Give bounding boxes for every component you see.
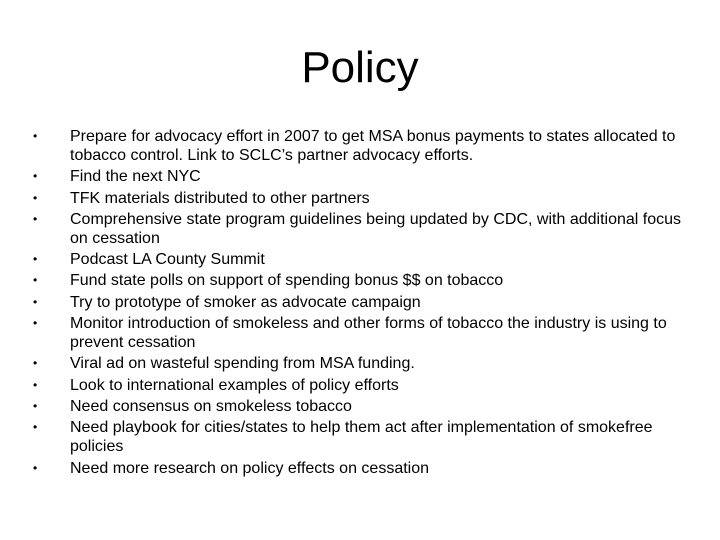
bullet-marker: • <box>33 129 38 143</box>
bullet-text: Find the next NYC <box>70 168 201 186</box>
bullet-item <box>20 314 700 352</box>
bullet-marker: • <box>33 211 38 226</box>
bullet-text: Viral ad on wasteful spending from MSA funding. <box>70 355 415 373</box>
bullet-marker: • <box>33 420 38 435</box>
bullet-text: Podcast LA County Summit <box>70 251 265 269</box>
bullet-marker: • <box>33 460 38 475</box>
bullet-item <box>20 397 700 416</box>
bullet-marker: • <box>33 190 38 205</box>
bullet-item <box>20 293 700 312</box>
bullet-item <box>20 376 700 395</box>
bullet-text: Try to prototype of smoker as advocate campaign <box>70 293 421 311</box>
bullet-marker: • <box>33 356 38 371</box>
bullet-item <box>20 127 700 165</box>
bullet-item <box>20 271 700 290</box>
bullet-item <box>20 210 700 248</box>
bullet-text: Look to international examples of policy efforts <box>70 376 399 394</box>
bullet-marker: • <box>33 273 38 288</box>
bullet-item <box>20 189 700 208</box>
bullet-item <box>20 418 700 456</box>
bullet-text: TFK materials distributed to other partners <box>70 189 370 207</box>
bullet-text: Comprehensive state program guidelines being updated by CDC, with additional focus on cessation <box>70 210 682 247</box>
slide-title: Policy <box>301 43 419 92</box>
bullet-item <box>20 167 700 186</box>
bullet-marker: • <box>33 252 38 267</box>
bullet-marker: • <box>33 377 38 392</box>
bullet-text: Need consensus on smokeless tobacco <box>70 397 352 415</box>
bullet-item <box>20 250 700 269</box>
bullet-text: Monitor introduction of smokeless and other forms of tobacco the industry is using to prevent cessation <box>70 315 667 352</box>
bullet-marker: • <box>33 169 38 184</box>
bullet-marker: • <box>33 294 38 309</box>
bullet-item <box>20 459 700 478</box>
bullet-item <box>20 354 700 373</box>
bullet-marker: • <box>33 316 38 331</box>
bullet-marker: • <box>33 398 38 413</box>
bullet-text: Fund state polls on support of spending bonus $$ on tobacco <box>70 272 504 290</box>
bullet-text: Need playbook for cities/states to help them act after implementation of smokefree policies <box>70 419 653 456</box>
bullet-list <box>20 127 700 480</box>
bullet-text: Prepare for advocacy effort in 2007 to get MSA bonus payments to states allocated to tobacco control. Link to SCLC’s partner advocacy efforts. <box>70 128 676 164</box>
bullet-text: Need more research on policy effects on cessation <box>70 459 430 477</box>
